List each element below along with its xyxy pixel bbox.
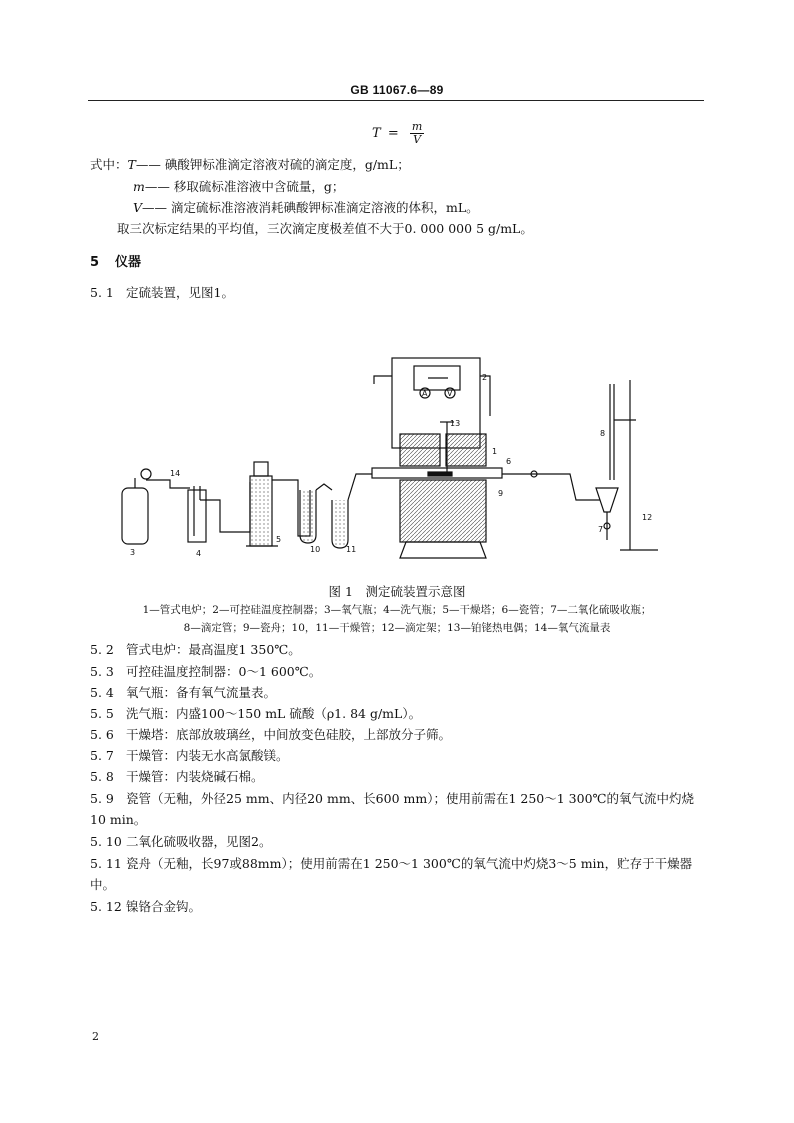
formula-numerator: m <box>411 120 423 133</box>
formula <box>372 121 424 146</box>
item-5-12 <box>90 899 201 915</box>
label-11: 11 <box>346 545 357 554</box>
item-5-5 <box>90 706 421 722</box>
item-text: 可控硅温度控制器：0～1 600℃。 <box>126 664 322 679</box>
label-14: 14 <box>170 469 181 478</box>
formula-eq: = <box>387 126 399 141</box>
item-number: 5. 1 <box>90 285 114 300</box>
definition-text: —— 碘酸钾标准滴定溶液对硫的滴定度，g/mL； <box>135 157 410 172</box>
label-7: 7 <box>598 525 604 534</box>
drying-tube-11 <box>332 500 348 548</box>
meter-a-label: A <box>422 389 428 398</box>
formula-fraction <box>410 121 424 146</box>
item-5-1 <box>90 285 234 301</box>
item-5-2 <box>90 642 301 658</box>
definition-row-m <box>133 179 344 195</box>
label-1: 1 <box>492 447 498 456</box>
item-text: 定硫装置，见图1。 <box>126 285 234 300</box>
section-title: 仪器 <box>115 255 142 270</box>
drying-tower <box>250 476 272 546</box>
formula-denominator: V <box>413 133 422 146</box>
item-number: 5. 8 <box>90 769 114 784</box>
item-5-4 <box>90 685 276 701</box>
definition-symbol: T <box>127 157 136 172</box>
item-5-7 <box>90 748 289 764</box>
sulfur-apparatus-figure <box>110 350 670 572</box>
label-5: 5 <box>276 535 282 544</box>
item-number: 5. 7 <box>90 748 114 763</box>
item-number: 5. 10 <box>90 834 122 849</box>
label-6: 6 <box>506 457 512 466</box>
item-number: 5. 12 <box>90 899 122 914</box>
definition-text: —— 滴定硫标准溶液消耗碘酸钾标准滴定溶液的体积，mL。 <box>142 200 479 215</box>
item-number: 5. 5 <box>90 706 114 721</box>
label-10: 10 <box>310 545 321 554</box>
formula-lhs: T <box>372 126 381 141</box>
definition-symbol: m <box>133 179 145 194</box>
furnace-upper-right <box>446 434 486 466</box>
definition-intro: 式中： <box>90 157 128 172</box>
item-number: 5. 6 <box>90 727 114 742</box>
item-5-9-continued: 10 min。 <box>90 812 147 827</box>
item-text: 管式电炉：最高温度1 350℃。 <box>126 642 301 657</box>
drying-tube-10 <box>300 490 316 543</box>
wash-bottle <box>188 490 206 542</box>
item-number: 5. 9 <box>90 791 114 806</box>
furnace-lower <box>400 480 486 542</box>
item-5-3 <box>90 664 321 680</box>
item-5-6 <box>90 727 451 743</box>
item-text: 瓷舟（无釉，长97或88mm）；使用前需在1 250～1 300℃的氧气流中灼烧3～5 min，贮存于干燥器 <box>126 856 693 871</box>
section-heading <box>90 251 141 270</box>
label-8: 8 <box>600 429 606 438</box>
definition-row-t <box>90 157 410 173</box>
flowmeter-gauge-icon <box>141 469 151 479</box>
label-3: 3 <box>130 548 136 557</box>
item-text: 瓷管（无釉，外径25 mm、内径20 mm、长600 mm）；使用前需在1 250～1 300℃的氧气流中灼烧 <box>126 791 695 806</box>
label-9: 9 <box>498 489 504 498</box>
item-text: 洗气瓶：内盛100～150 mL 硫酸（ρ1. 84 g/mL）。 <box>126 706 422 721</box>
page-number: 2 <box>92 1030 99 1043</box>
item-5-11-continued: 中。 <box>90 877 116 892</box>
item-5-9 <box>90 791 694 807</box>
drying-tower-top <box>254 462 268 476</box>
label-2: 2 <box>482 373 488 382</box>
item-text: 干燥管：内装烧碱石棉。 <box>126 769 264 784</box>
figure-legend-line-2: 8—滴定管；9—瓷舟；10，11—干燥管；12—滴定架；13—铂铑热电偶；14—氧气流量表 <box>183 622 611 634</box>
item-number: 5. 3 <box>90 664 114 679</box>
definition-note: 取三次标定结果的平均值，三次滴定度极差值不大于0. 000 000 5 g/mL。 <box>117 221 533 236</box>
oxygen-cylinder <box>122 488 148 544</box>
item-text: 干燥塔：底部放玻璃丝，中间放变色硅胶，上部放分子筛。 <box>126 727 452 742</box>
figure-legend-line-1: 1—管式电炉；2—可控硅温度控制器；3—氧气瓶；4—洗气瓶；5—干燥塔；6—瓷管；7—二氧化硫吸收瓶； <box>142 604 652 616</box>
furnace-stand <box>400 542 486 558</box>
definition-text: —— 移取硫标准溶液中含硫量，g； <box>144 179 345 194</box>
furnace-upper-left <box>400 434 440 466</box>
porcelain-boat <box>428 472 452 476</box>
definition-symbol: V <box>133 200 143 215</box>
item-number: 5. 4 <box>90 685 114 700</box>
section-number: 5 <box>90 255 100 270</box>
item-text: 镍铬合金钩。 <box>126 899 202 914</box>
definition-row-v <box>133 200 479 216</box>
item-5-8 <box>90 769 264 785</box>
label-4: 4 <box>196 549 202 558</box>
figure-caption: 图 1 测定硫装置示意图 <box>328 584 466 599</box>
label-13: 13 <box>450 419 461 428</box>
item-number: 5. 11 <box>90 856 122 871</box>
page-header: GB 11067.6—89 <box>350 83 444 97</box>
item-text: 二氧化硫吸收器，见图2。 <box>126 834 272 849</box>
item-5-11 <box>90 856 692 872</box>
item-5-10 <box>90 834 271 850</box>
item-text: 干燥管：内装无水高氯酸镁。 <box>126 748 289 763</box>
item-number: 5. 2 <box>90 642 114 657</box>
label-12: 12 <box>642 513 653 522</box>
header-rule <box>88 100 704 101</box>
meter-v-label: V <box>447 389 453 398</box>
item-text: 氧气瓶：备有氧气流量表。 <box>126 685 277 700</box>
